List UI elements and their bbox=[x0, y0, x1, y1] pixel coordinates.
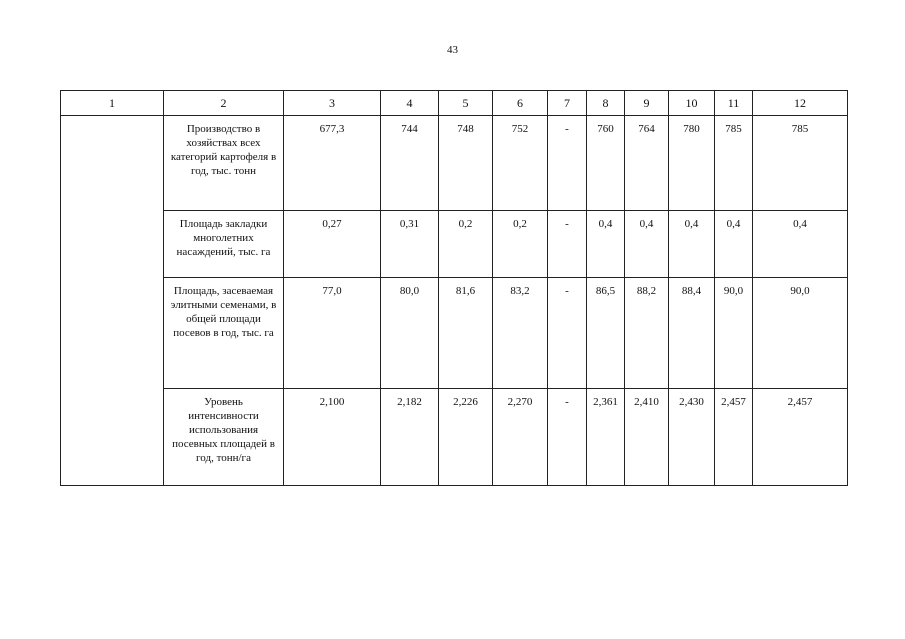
merged-blank-cell bbox=[61, 116, 164, 486]
table-cell: 2,457 bbox=[715, 389, 753, 486]
column-header-6: 6 bbox=[493, 91, 548, 116]
table-cell: 780 bbox=[669, 116, 715, 211]
table-cell: 88,2 bbox=[625, 278, 669, 389]
table-cell: 677,3 bbox=[284, 116, 381, 211]
table-cell: 0,4 bbox=[715, 211, 753, 278]
table-cell: 2,361 bbox=[587, 389, 625, 486]
table-cell: 748 bbox=[439, 116, 493, 211]
table-cell: 90,0 bbox=[715, 278, 753, 389]
data-table bbox=[60, 90, 848, 486]
table-cell: - bbox=[548, 278, 587, 389]
table-cell: - bbox=[548, 211, 587, 278]
column-header-5: 5 bbox=[439, 91, 493, 116]
table-header-row bbox=[61, 91, 848, 116]
table-cell: 86,5 bbox=[587, 278, 625, 389]
column-header-12: 12 bbox=[753, 91, 848, 116]
table-row bbox=[61, 116, 848, 211]
table-cell: 77,0 bbox=[284, 278, 381, 389]
table-cell: 83,2 bbox=[493, 278, 548, 389]
table-cell: 785 bbox=[753, 116, 848, 211]
column-header-1: 1 bbox=[61, 91, 164, 116]
table-cell: 0,4 bbox=[587, 211, 625, 278]
column-header-10: 10 bbox=[669, 91, 715, 116]
table-cell: 2,430 bbox=[669, 389, 715, 486]
table-cell: 744 bbox=[381, 116, 439, 211]
table-cell: 764 bbox=[625, 116, 669, 211]
table-cell: 0,27 bbox=[284, 211, 381, 278]
column-header-4: 4 bbox=[381, 91, 439, 116]
table-cell: 2,100 bbox=[284, 389, 381, 486]
table-cell: 0,2 bbox=[439, 211, 493, 278]
table-cell: 88,4 bbox=[669, 278, 715, 389]
table-cell: 0,2 bbox=[493, 211, 548, 278]
table-cell: 752 bbox=[493, 116, 548, 211]
column-header-11: 11 bbox=[715, 91, 753, 116]
table-cell: 0,4 bbox=[625, 211, 669, 278]
table-cell: 0,4 bbox=[753, 211, 848, 278]
table-cell: 2,457 bbox=[753, 389, 848, 486]
row-label: Площадь, засеваемая элитными семенами, в общей площади посевов в год, тыс. га bbox=[164, 278, 284, 389]
table-row bbox=[61, 278, 848, 389]
column-header-7: 7 bbox=[548, 91, 587, 116]
table-cell: 785 bbox=[715, 116, 753, 211]
table-cell: 2,182 bbox=[381, 389, 439, 486]
row-label: Производство в хозяйствах всех категорий картофеля в год, тыс. тонн bbox=[164, 116, 284, 211]
column-header-3: 3 bbox=[284, 91, 381, 116]
table-cell: - bbox=[548, 116, 587, 211]
table-cell: 80,0 bbox=[381, 278, 439, 389]
table-cell: 90,0 bbox=[753, 278, 848, 389]
table-cell: 2,270 bbox=[493, 389, 548, 486]
table-row bbox=[61, 211, 848, 278]
column-header-8: 8 bbox=[587, 91, 625, 116]
column-header-2: 2 bbox=[164, 91, 284, 116]
table-cell: 2,410 bbox=[625, 389, 669, 486]
table-cell: 81,6 bbox=[439, 278, 493, 389]
table-cell: 760 bbox=[587, 116, 625, 211]
table-cell: 0,4 bbox=[669, 211, 715, 278]
row-label: Уровень интенсивности использования посевных площадей в год, тонн/га bbox=[164, 389, 284, 486]
page-number: 43 bbox=[447, 44, 458, 56]
table-row bbox=[61, 389, 848, 486]
row-label: Площадь закладки многолетних насаждений, тыс. га bbox=[164, 211, 284, 278]
table-cell: 0,31 bbox=[381, 211, 439, 278]
table-cell: - bbox=[548, 389, 587, 486]
column-header-9: 9 bbox=[625, 91, 669, 116]
table-cell: 2,226 bbox=[439, 389, 493, 486]
